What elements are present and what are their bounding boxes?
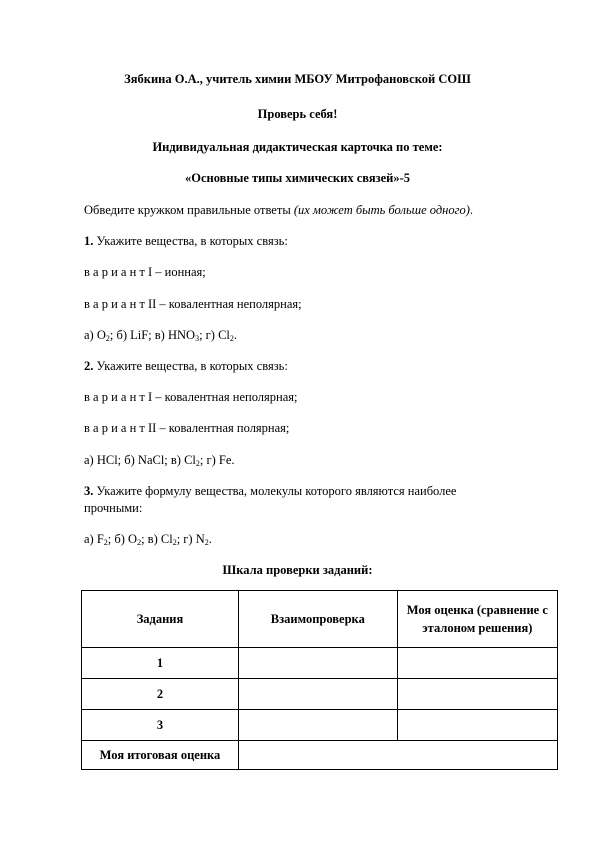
question-3-options: а) $F_2$; б) $O_2$; в) $Cl_2$; г) $N_2$. [84, 532, 212, 547]
question-2: 2. Укажите вещества, в которых связь: [84, 359, 288, 373]
final-grade-label: Моя итоговая оценка [82, 741, 239, 770]
task-number: 1 [82, 648, 239, 679]
peer-check-cell[interactable] [238, 679, 397, 710]
author-line: Зябкина О.А., учитель химии МБОУ Митрофановской СОШ [124, 72, 471, 86]
question-1-options: а) $O_2$; б) LiF; в) $HNO_3$; г) $Cl_2$. [84, 328, 238, 343]
question-2-variant-1: в а р и а н т I – ковалентная неполярная; [84, 390, 298, 404]
task-number: 2 [82, 679, 239, 710]
my-grade-cell[interactable] [397, 648, 557, 679]
instruction: Обведите кружком правильные ответы (их может быть больше одного). [84, 203, 474, 217]
table-header-row [82, 591, 558, 648]
grading-table [81, 590, 558, 770]
question-1-variant-2: в а р и а н т II – ковалентная неполярная; [84, 297, 302, 311]
question-1-variant-1: в а р и а н т I – ионная; [84, 265, 206, 279]
table-final-row [82, 741, 558, 770]
question-1: 1. Укажите вещества, в которых связь: [84, 234, 288, 248]
peer-check-cell[interactable] [238, 648, 397, 679]
header-peer-check: Взаимопроверка [238, 591, 397, 648]
question-3-continuation: прочными: [84, 501, 143, 515]
header-tasks: Задания [82, 591, 239, 648]
card-title: Индивидуальная дидактическая карточка по теме: [152, 140, 443, 154]
header-my-grade: Моя оценка (сравнение с эталоном решения) [397, 591, 557, 648]
my-grade-cell[interactable] [397, 679, 557, 710]
question-3: 3. Укажите формулу вещества, молекулы которого являются наиболее [84, 484, 457, 498]
check-yourself-title: Проверь себя! [257, 107, 338, 121]
table-row [82, 679, 558, 710]
peer-check-cell[interactable] [238, 710, 397, 741]
task-number: 3 [82, 710, 239, 741]
table-row [82, 710, 558, 741]
question-2-variant-2: в а р и а н т II – ковалентная полярная; [84, 421, 290, 435]
final-grade-cell[interactable] [238, 741, 557, 770]
question-2-options: а) HCl; б) NaCl; в) $Cl_2$; г) Fe. [84, 453, 235, 468]
topic-title: «Основные типы химических связей»-5 [184, 171, 411, 185]
scale-title: Шкала проверки заданий: [222, 563, 373, 577]
table-row [82, 648, 558, 679]
my-grade-cell[interactable] [397, 710, 557, 741]
